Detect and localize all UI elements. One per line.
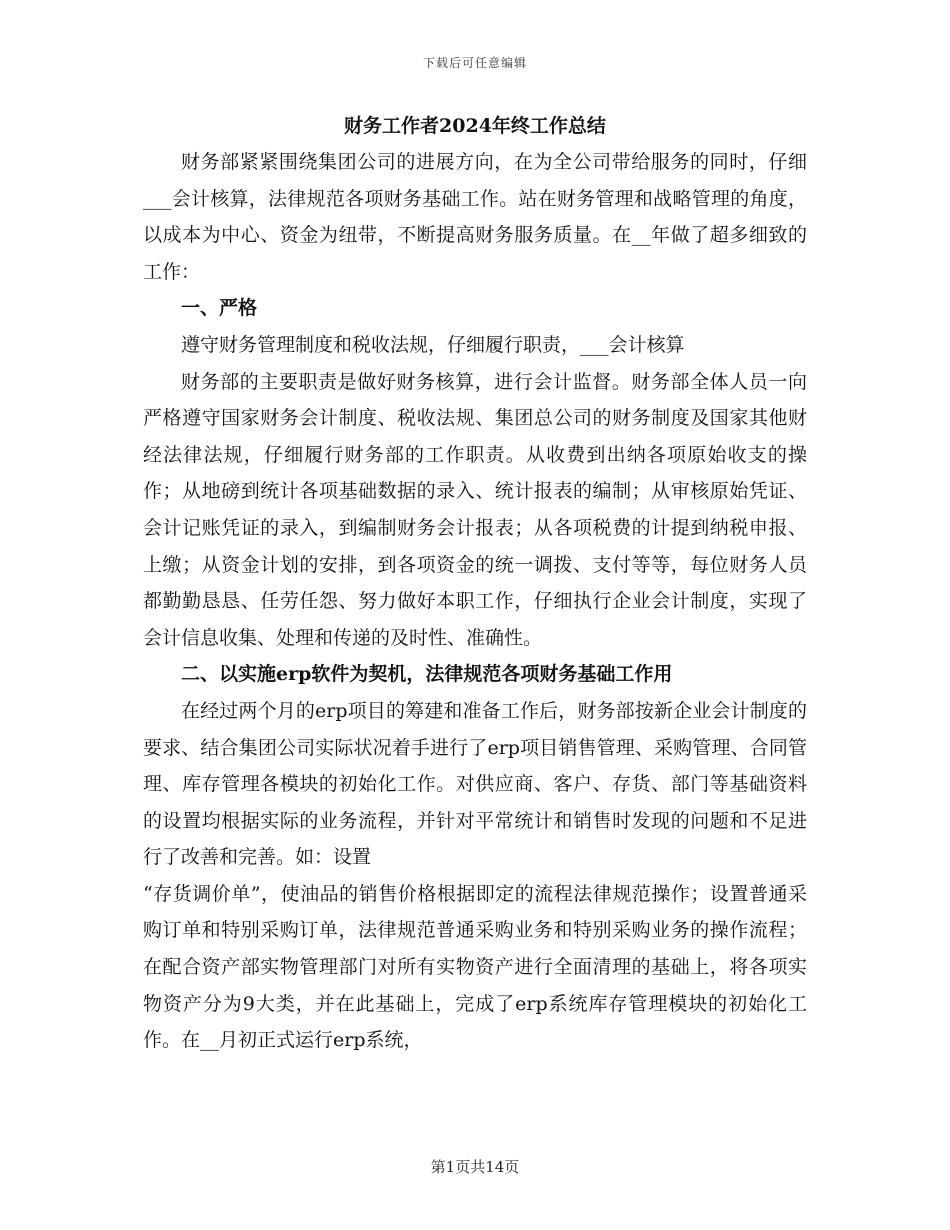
section-2-continuation: “存货调价单”，使油品的销售价格根据即定的流程法律规范操作；设置普通采购订单和特别采购订单，法律规范普通采购业务和特别采购业务的操作流程；在配合资产部实物管理部门对所有实物资产进行全面清理的基础上，将各项实物资产分为9大类，并在此基础上，完成了erp系统库存管理模块的初始化工作。在__月初正式运行erp系统， <box>143 882 807 1052</box>
intro-paragraph: 财务部紧紧围绕集团公司的进展方向，在为全公司带给服务的同时，仔细___会计核算，法律规范各项财务基础工作。站在财务管理和战略管理的角度，以成本为中心、资金为纽带，不断提高财务服务质量。在__年做了超多细致的工作： <box>143 151 807 283</box>
page-footer: 第1页共14页 <box>430 1158 520 1176</box>
header-note: 下载后可任意编辑 <box>422 56 527 70</box>
document-body <box>143 112 807 1059</box>
section-heading-1: 一、严格 <box>181 297 258 320</box>
section-1-paragraph: 财务部的主要职责是做好财务核算，进行会计监督。财务部全体人员一向严格遵守国家财务会计制度、税收法规、集团总公司的财务制度及国家其他财经法律法规，仔细履行财务部的工作职责。从收费到出纳各项原始收支的操作；从地磅到统计各项基础数据的录入、统计报表的编制；从审核原始凭证、会计记账凭证的录入，到编制财务会计报表；从各项税费的计提到纳税申报、上缴；从资金计划的安排，到各项资金的统一调拨、支付等等，每位财务人员都勤勤恳恳、任劳任怨、努力做好本职工作，仔细执行企业会计制度，实现了会计信息收集、处理和传递的及时性、准确性。 <box>143 370 807 649</box>
section-2-paragraph: 在经过两个月的erp项目的筹建和准备工作后，财务部按新企业会计制度的要求、结合集团公司实际状况着手进行了erp项目销售管理、采购管理、合同管理、库存管理各模块的初始化工作。对供应商、客户、存货、部门等基础资料的设置均根据实际的业务流程，并针对平常统计和销售时发现的问题和不足进行了改善和完善。如：设置 <box>143 699 807 869</box>
section-heading-2: 二、以实施erp软件为契机，法律规范各项财务基础工作用 <box>181 663 673 686</box>
section-1-subtitle: 遵守财务管理制度和税收法规，仔细履行职责，___会计核算 <box>181 333 685 356</box>
document-title: 财务工作者2024年终工作总结 <box>344 115 606 137</box>
